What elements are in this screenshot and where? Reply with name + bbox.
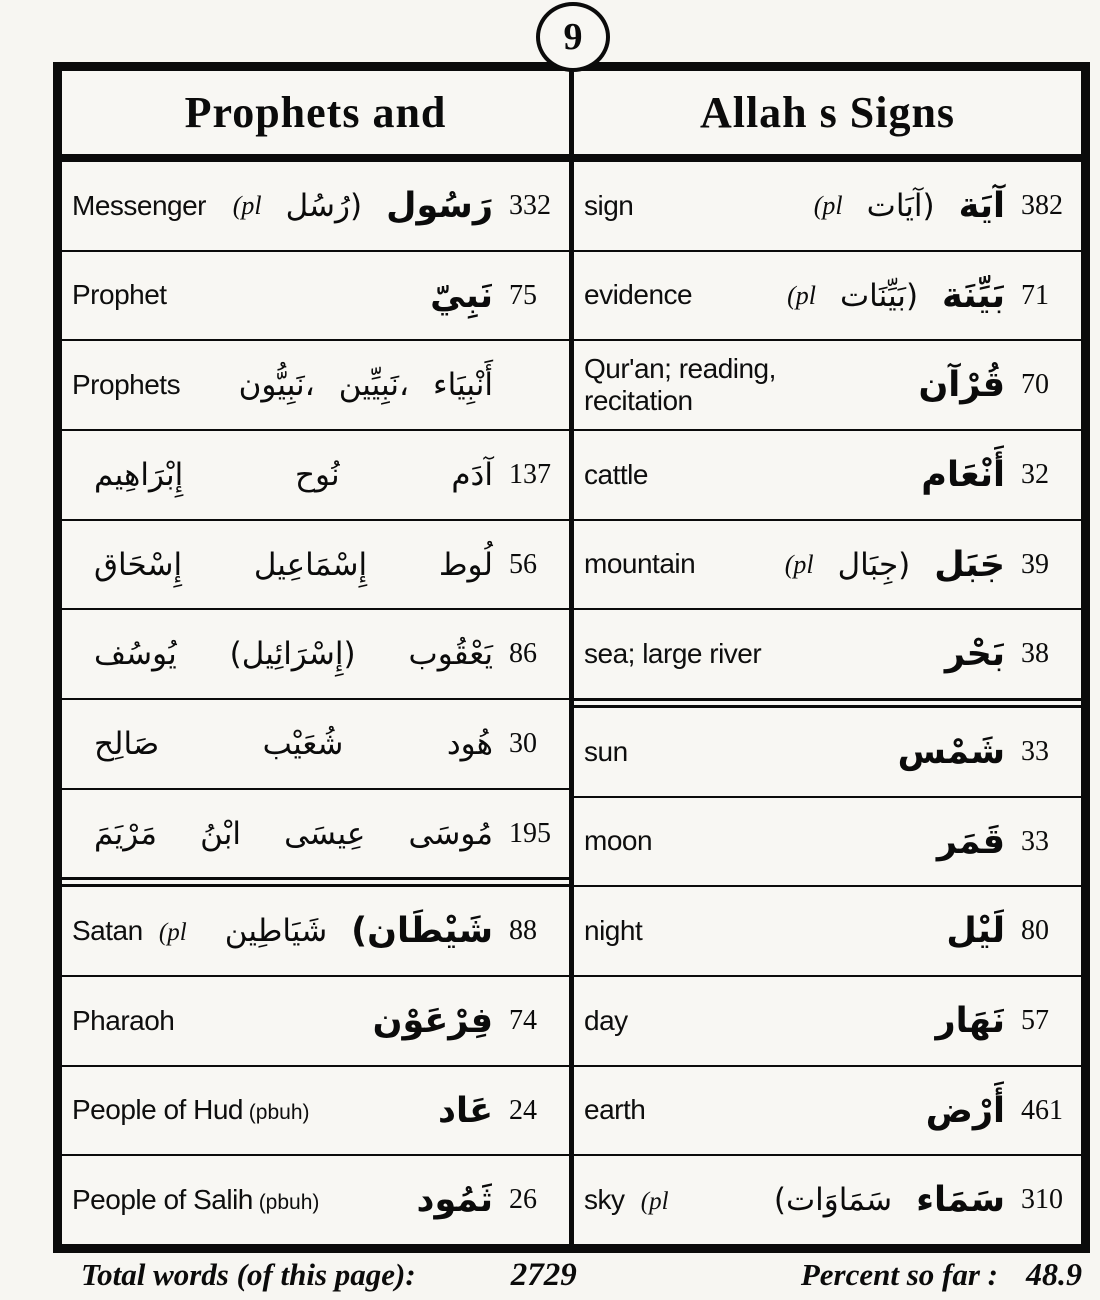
column-prophets bbox=[62, 71, 569, 1244]
english-term-text: night bbox=[584, 915, 643, 947]
english-term bbox=[584, 736, 628, 768]
english-term bbox=[72, 1184, 319, 1216]
arabic-term bbox=[695, 545, 1019, 585]
arabic-segment: ثَمُود bbox=[416, 1180, 493, 1221]
english-term-note: (pl bbox=[152, 918, 187, 946]
english-term-note: (pl bbox=[634, 1187, 669, 1215]
english-term bbox=[72, 1094, 310, 1126]
arabic-segment: آدَم bbox=[451, 456, 493, 493]
occurrence-count: 57 bbox=[1021, 1004, 1049, 1036]
occurrence-count: 75 bbox=[509, 279, 537, 311]
vocab-row bbox=[574, 610, 1081, 698]
arabic-term bbox=[776, 365, 1019, 405]
occurrence-count: 33 bbox=[1021, 735, 1049, 767]
arabic-term bbox=[692, 276, 1019, 316]
english-term bbox=[584, 279, 692, 311]
vocab-row bbox=[62, 1156, 569, 1244]
arabic-term bbox=[669, 1180, 1019, 1220]
english-term-text: sea; large river bbox=[584, 638, 762, 670]
arabic-segment: عِيسَى bbox=[284, 815, 366, 852]
occurrence-count: 80 bbox=[1021, 915, 1049, 947]
vocab-row bbox=[62, 700, 569, 788]
english-term bbox=[584, 1184, 669, 1217]
arabic-segment: آيَات) bbox=[866, 187, 935, 224]
vocab-row bbox=[574, 977, 1081, 1065]
occurrence-count: 195 bbox=[509, 817, 551, 849]
english-term bbox=[584, 1094, 645, 1126]
occurrence-count: 137 bbox=[509, 458, 551, 490]
vocab-row bbox=[574, 341, 1081, 429]
vocab-row bbox=[574, 708, 1081, 796]
arabic-segment: (pl bbox=[813, 190, 843, 220]
arabic-segment: قُرْآن bbox=[918, 365, 1005, 406]
arabic-term bbox=[633, 186, 1019, 226]
column-header-prophets bbox=[62, 71, 569, 162]
occurrence-count: 38 bbox=[1021, 638, 1049, 670]
page-number-badge bbox=[536, 2, 610, 72]
english-term-text: Satan bbox=[72, 914, 143, 946]
english-term-text: earth bbox=[584, 1094, 646, 1126]
arabic-segment: رُسُل) bbox=[285, 187, 363, 224]
arabic-segment: ابْنُ bbox=[200, 815, 241, 852]
arabic-segment: (شَيْطَان bbox=[351, 911, 493, 952]
vocab-row bbox=[574, 887, 1081, 975]
column-title: Allah s Signs bbox=[699, 88, 956, 137]
arabic-term bbox=[180, 367, 507, 403]
occurrence-count: 32 bbox=[1021, 458, 1049, 490]
occurrence-count: 33 bbox=[1021, 825, 1049, 857]
english-term bbox=[584, 548, 695, 580]
english-term bbox=[584, 638, 761, 670]
signs-rows bbox=[574, 162, 1081, 1244]
vocab-row bbox=[574, 162, 1081, 250]
occurrence-count: 461 bbox=[1021, 1094, 1063, 1126]
arabic-segment: شَيَاطِين bbox=[224, 913, 328, 950]
arabic-segment: (سَمَاوَات bbox=[773, 1182, 893, 1219]
page-footer bbox=[53, 1256, 1090, 1296]
english-term-line2: recitation bbox=[584, 385, 693, 417]
arabic-segment: بَحْر bbox=[944, 634, 1005, 675]
arabic-segment: لَيْل bbox=[946, 911, 1005, 952]
arabic-segment: يَعْقُوب bbox=[408, 636, 493, 673]
arabic-segment: إِسْمَاعِيل bbox=[253, 546, 368, 583]
arabic-segment: آيَة bbox=[958, 185, 1005, 226]
vocab-row bbox=[574, 252, 1081, 340]
vocab-row bbox=[62, 610, 569, 698]
total-words-value: 2729 bbox=[510, 1257, 577, 1293]
arabic-segment: نُوح bbox=[295, 456, 340, 493]
vocab-row bbox=[574, 431, 1081, 519]
arabic-segment: يُوسُف bbox=[94, 636, 177, 673]
double-row-separator bbox=[574, 698, 1081, 708]
english-term-text: People of Salih bbox=[72, 1184, 253, 1216]
english-term bbox=[584, 825, 652, 857]
arabic-segment: (pl bbox=[784, 549, 814, 579]
arabic-segment: نَبِيِّين، bbox=[338, 367, 410, 404]
vocab-row bbox=[62, 790, 569, 878]
arabic-segment: أَرْض bbox=[925, 1090, 1005, 1131]
english-term bbox=[584, 459, 648, 491]
occurrence-count: 382 bbox=[1021, 189, 1063, 221]
occurrence-count: 24 bbox=[509, 1094, 537, 1126]
arabic-segment: شَمْس bbox=[897, 731, 1005, 772]
arabic-segment: نَهَار bbox=[935, 1000, 1005, 1041]
occurrence-count: 56 bbox=[509, 548, 537, 580]
arabic-segment: هُود bbox=[446, 725, 493, 762]
column-title: Prophets and bbox=[184, 88, 447, 137]
arabic-segment: (pl bbox=[787, 280, 816, 310]
arabic-segment: (pl bbox=[232, 190, 262, 220]
arabic-segment: صَالِح bbox=[94, 725, 160, 762]
arabic-segment: إِبْرَاهِيم bbox=[94, 456, 184, 493]
arabic-segment: شُعَيْب bbox=[262, 725, 344, 762]
arabic-segment: نَبِيّ bbox=[430, 275, 493, 316]
arabic-segment: جَبَل bbox=[934, 544, 1005, 585]
vocab-row bbox=[574, 1156, 1081, 1244]
occurrence-count: 310 bbox=[1021, 1184, 1063, 1216]
occurrence-count: 86 bbox=[509, 638, 537, 670]
vocab-row bbox=[62, 162, 569, 250]
english-term-text: evidence bbox=[584, 279, 693, 311]
vocab-row bbox=[62, 521, 569, 609]
arabic-segment: لُوط bbox=[438, 546, 493, 583]
english-term-text: day bbox=[584, 1004, 628, 1036]
occurrence-count: 71 bbox=[1021, 279, 1049, 311]
arabic-term bbox=[206, 186, 507, 226]
vocab-row bbox=[574, 798, 1081, 886]
column-signs bbox=[574, 71, 1081, 1244]
arabic-segment: نَبِيُّون، bbox=[238, 367, 315, 404]
english-term-text: cattle bbox=[584, 458, 648, 490]
english-term bbox=[72, 1005, 174, 1037]
prophets-rows bbox=[62, 162, 569, 1244]
arabic-term bbox=[642, 911, 1019, 951]
vocab-row bbox=[62, 977, 569, 1065]
occurrence-count: 332 bbox=[509, 189, 551, 221]
percent-value: 48.9 bbox=[1026, 1256, 1082, 1292]
vocab-row bbox=[62, 1067, 569, 1155]
english-term bbox=[72, 279, 167, 311]
english-term bbox=[584, 1005, 628, 1037]
arabic-term bbox=[167, 276, 507, 316]
arabic-term bbox=[72, 816, 507, 852]
arabic-term bbox=[72, 636, 507, 672]
arabic-term bbox=[648, 455, 1019, 495]
english-term-text: Prophet bbox=[72, 279, 167, 311]
occurrence-count: 26 bbox=[509, 1184, 537, 1216]
column-header-signs bbox=[574, 71, 1081, 162]
arabic-segment: بَيِّنَات) bbox=[839, 277, 919, 314]
arabic-segment: قَمَر bbox=[936, 821, 1005, 862]
arabic-segment: سَمَاء bbox=[916, 1180, 1005, 1221]
arabic-segment: مُوسَى bbox=[408, 815, 493, 852]
english-term bbox=[72, 369, 180, 401]
arabic-segment: أَنْعَام bbox=[921, 454, 1005, 495]
vocab-row bbox=[574, 1067, 1081, 1155]
english-term-text: sun bbox=[584, 735, 628, 767]
arabic-segment: أَنْبِيَاء bbox=[433, 367, 493, 404]
english-term bbox=[584, 915, 642, 947]
vocab-row bbox=[62, 341, 569, 429]
english-term bbox=[72, 190, 206, 222]
arabic-term bbox=[174, 1001, 507, 1041]
arabic-segment: فِرْعَوْن bbox=[372, 1000, 493, 1041]
occurrence-count: 39 bbox=[1021, 548, 1049, 580]
total-words-label: Total words (of this page): bbox=[81, 1257, 416, 1292]
arabic-segment: رَسُول bbox=[386, 185, 493, 226]
vocab-row bbox=[574, 521, 1081, 609]
arabic-term bbox=[72, 726, 507, 762]
english-term-text: mountain bbox=[584, 548, 696, 580]
english-term-text: Qur'an; reading, bbox=[584, 352, 776, 384]
double-row-separator bbox=[62, 877, 569, 887]
arabic-segment: بَيِّنَة bbox=[942, 275, 1005, 316]
english-term-note: (pbuh) bbox=[252, 1191, 320, 1215]
arabic-term bbox=[628, 732, 1019, 772]
percent-label: Percent so far : bbox=[800, 1257, 998, 1292]
page-number: 9 bbox=[563, 16, 583, 58]
english-term-text: sign bbox=[584, 189, 634, 221]
english-term-text: Messenger bbox=[72, 189, 207, 221]
arabic-segment: جِبَال) bbox=[837, 546, 911, 583]
vocab-row bbox=[62, 431, 569, 519]
occurrence-count: 30 bbox=[509, 727, 537, 759]
vocab-row bbox=[62, 887, 569, 975]
arabic-segment: (إِسْرَائِيل) bbox=[229, 636, 356, 673]
occurrence-count: 70 bbox=[1021, 369, 1049, 401]
english-term-note: (pbuh) bbox=[242, 1101, 310, 1125]
arabic-segment: إِسْحَاق bbox=[94, 546, 183, 583]
arabic-term bbox=[645, 1091, 1019, 1131]
english-term-text: Pharaoh bbox=[72, 1004, 175, 1036]
vocab-row bbox=[62, 252, 569, 340]
english-term bbox=[72, 915, 187, 948]
arabic-term bbox=[319, 1180, 507, 1220]
arabic-term bbox=[72, 547, 507, 583]
arabic-term bbox=[310, 1091, 507, 1131]
arabic-term bbox=[652, 822, 1019, 862]
english-term-text: moon bbox=[584, 825, 653, 857]
occurrence-count: 74 bbox=[509, 1004, 537, 1036]
english-term bbox=[584, 353, 776, 417]
vocab-table bbox=[53, 62, 1090, 1253]
arabic-segment: عَاد bbox=[437, 1090, 493, 1131]
arabic-term bbox=[187, 911, 507, 951]
arabic-term bbox=[761, 634, 1019, 674]
english-term-text: People of Hud bbox=[72, 1094, 243, 1126]
english-term bbox=[584, 190, 633, 222]
english-term-text: sky bbox=[584, 1183, 625, 1215]
arabic-segment: مَرْيَمَ bbox=[94, 815, 157, 852]
english-term-text: Prophets bbox=[72, 369, 181, 401]
arabic-term bbox=[628, 1001, 1019, 1041]
occurrence-count: 88 bbox=[509, 915, 537, 947]
arabic-term bbox=[72, 457, 507, 493]
